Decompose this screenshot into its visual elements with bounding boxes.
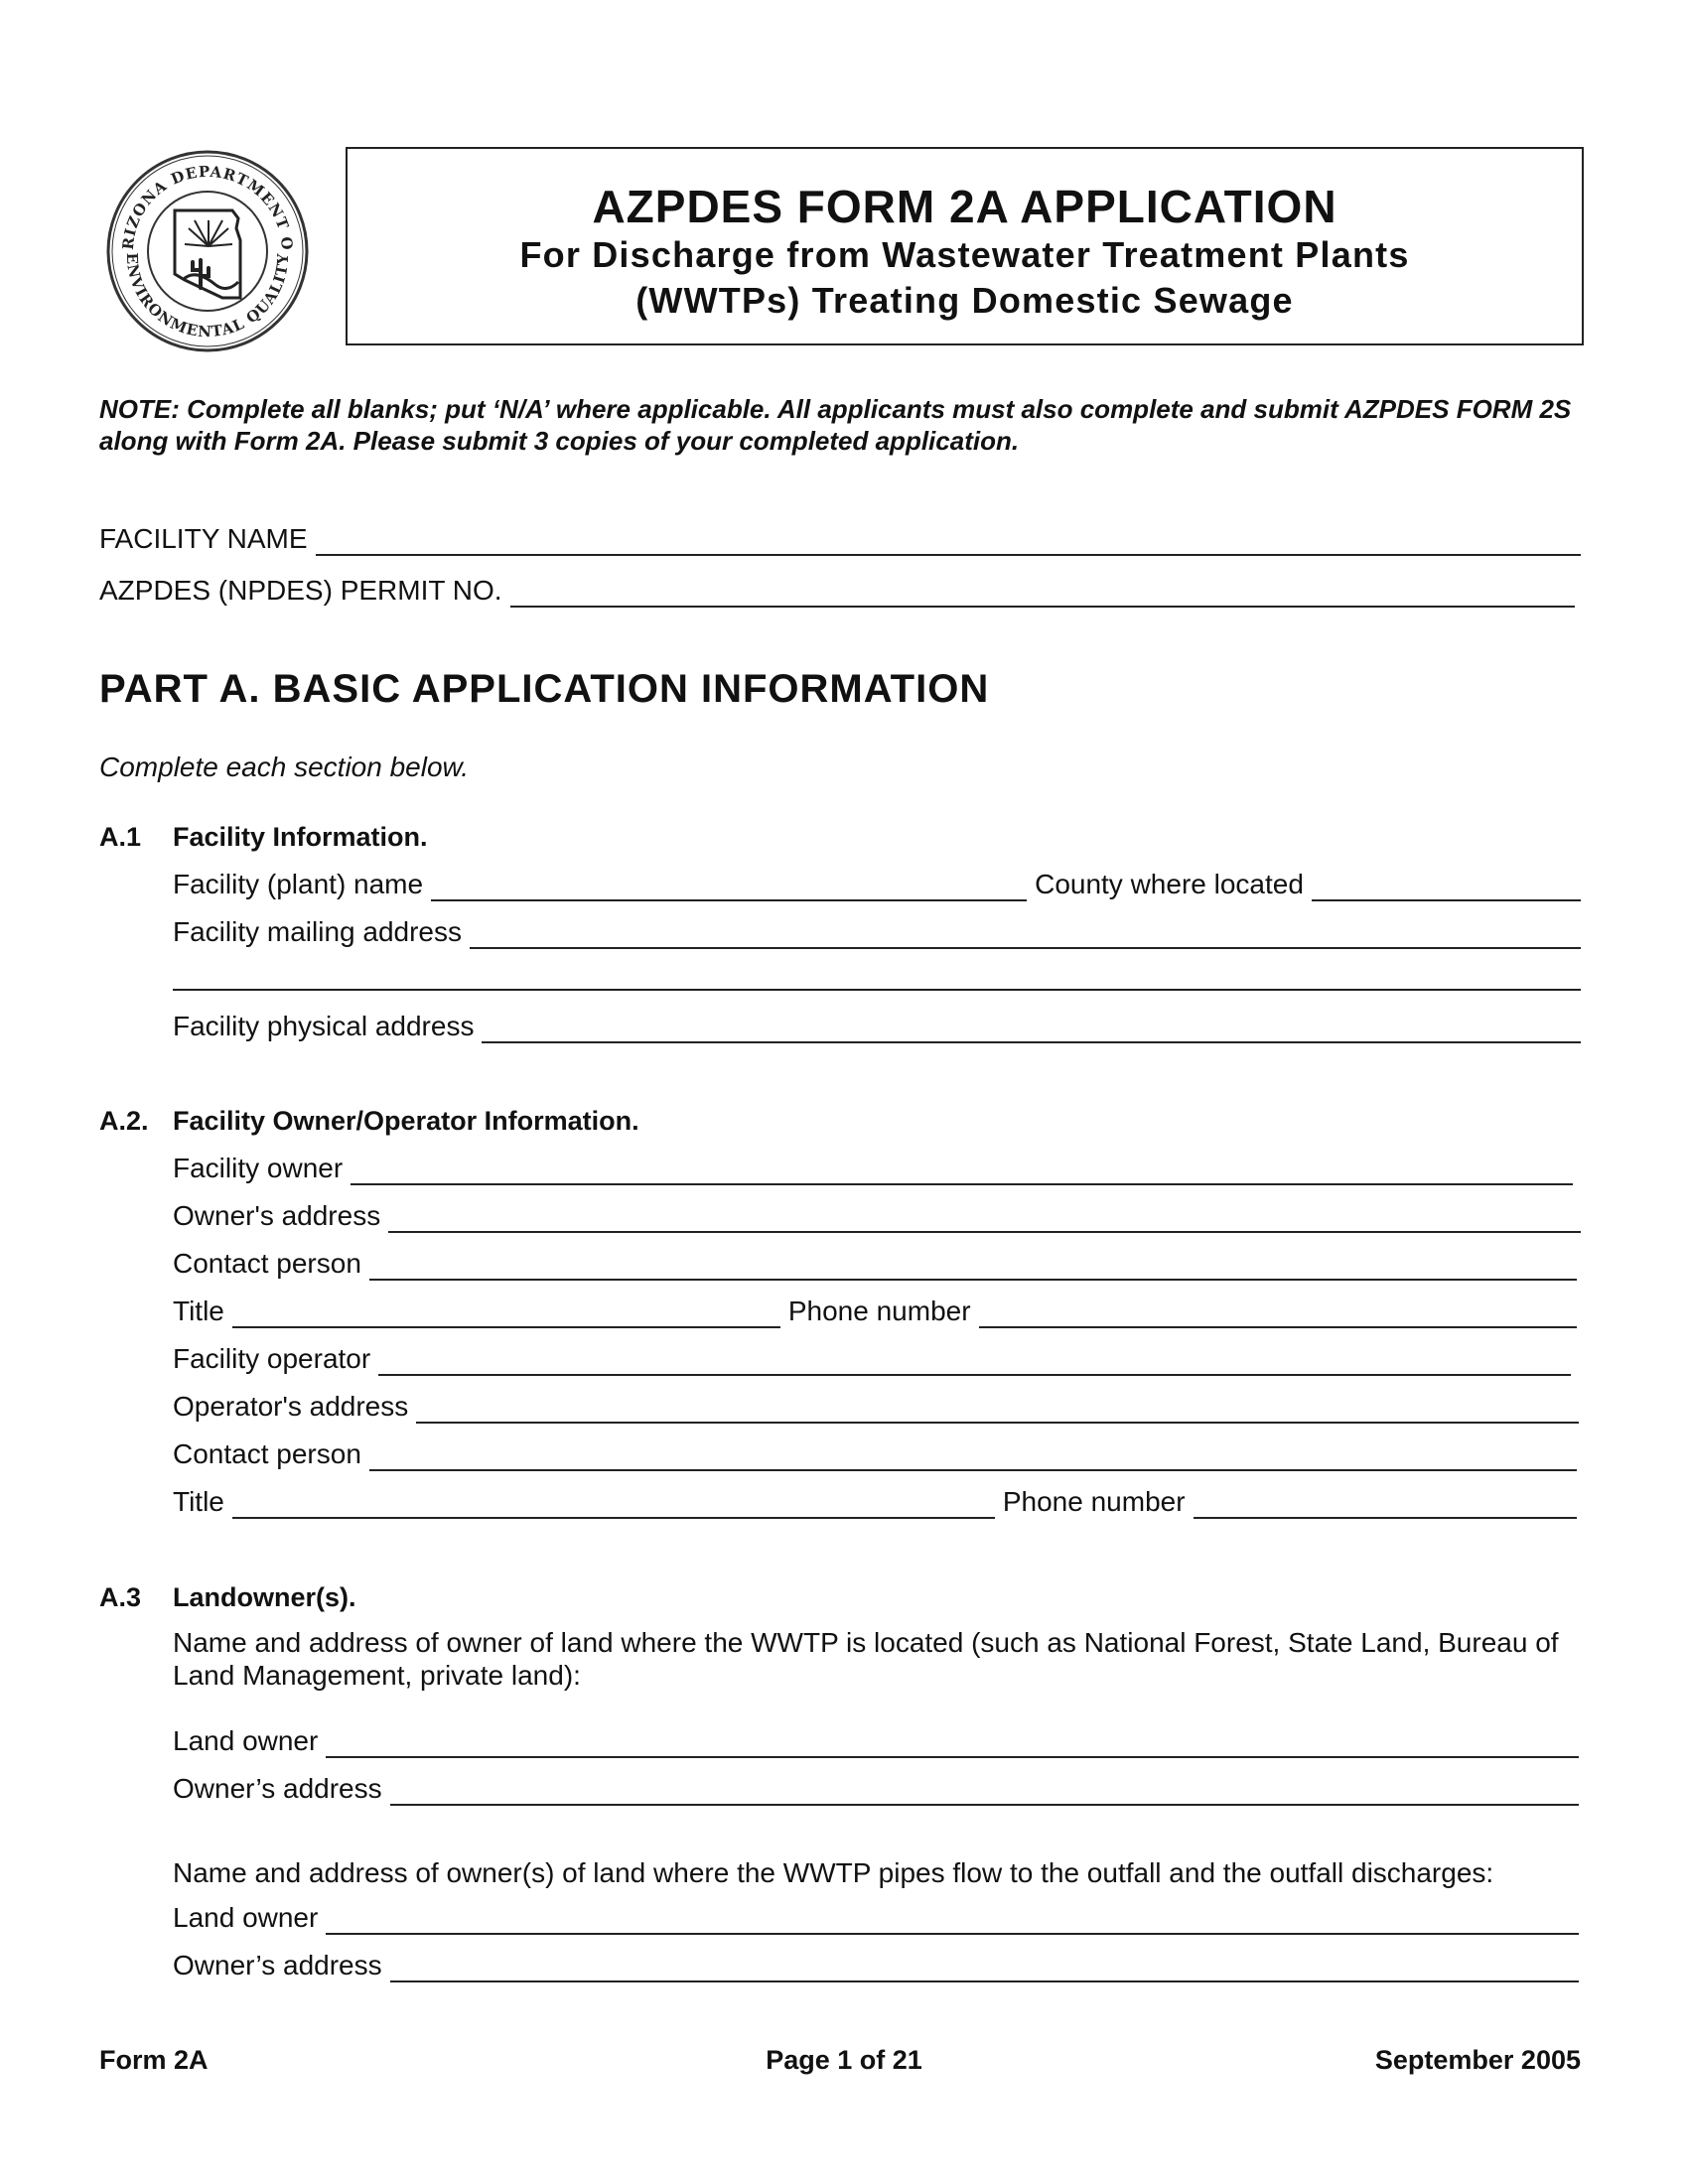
land-owner-address-label-2: Owner’s address: [173, 1950, 382, 1980]
land-owner-blank-1[interactable]: [326, 1728, 1579, 1758]
form-title-box: [346, 147, 1584, 345]
plant-name-blank[interactable]: [431, 872, 1027, 901]
land-owner-address-blank-1[interactable]: [390, 1776, 1579, 1806]
section-a1-number: A.1: [99, 822, 142, 852]
facility-name-blank[interactable]: [316, 526, 1581, 556]
instructions-note: NOTE: Complete all blanks; put ‘N/A’ where applicable. All applicants must also complete and submit AZPDES FORM 2S along with Form 2A. Please submit 3 copies of your completed application.: [99, 394, 1572, 456]
section-a1-title: Facility Information.: [173, 822, 428, 852]
facility-operator-label: Facility operator: [173, 1343, 371, 1374]
owner-title-blank[interactable]: [232, 1298, 780, 1328]
section-a2-number: A.2.: [99, 1106, 149, 1136]
footer-page-number: Page 1 of 21: [766, 2045, 922, 2075]
facility-mailing-address-row: [173, 915, 1581, 949]
physical-address-blank[interactable]: [482, 1014, 1581, 1043]
mailing-address-blank[interactable]: [470, 919, 1581, 949]
land-owner-address-label-1: Owner’s address: [173, 1773, 382, 1804]
operator-contact-person-label: Contact person: [173, 1438, 361, 1469]
operator-address-label: Operator's address: [173, 1391, 409, 1422]
operator-address-blank[interactable]: [416, 1394, 1579, 1424]
owner-contact-person-row: [173, 1247, 1577, 1281]
land-owner-label-2: Land owner: [173, 1902, 319, 1933]
owner-title-label: Title: [173, 1296, 224, 1326]
facility-owner-label: Facility owner: [173, 1153, 344, 1183]
adeq-seal-logo: [105, 149, 310, 353]
landowner-instruction-1: Name and address of owner of land where the WWTP is located (such as National Forest, State Land, Bureau of Land Management, private land):: [173, 1627, 1559, 1691]
physical-address-label: Facility physical address: [173, 1011, 475, 1041]
svg-text:ENVIRONMENTAL QUALITY: [123, 252, 292, 341]
section-a3-title: Landowner(s).: [173, 1582, 356, 1612]
operator-title-label: Title: [173, 1486, 224, 1517]
facility-physical-address-row: [173, 1010, 1581, 1043]
part-a-heading: PART A. BASIC APPLICATION INFORMATION: [99, 667, 990, 711]
part-a-instruction: Complete each section below.: [99, 751, 469, 782]
facility-name-field: [99, 522, 1581, 556]
owner-contact-person-label: Contact person: [173, 1248, 361, 1279]
seal-text-top: RIZONA DEPARTMENT O: [118, 162, 297, 252]
form-subtitle-line1: For Discharge from Wastewater Treatment Plants: [519, 234, 1410, 275]
county-label: County where located: [1035, 869, 1304, 899]
facility-owner-blank[interactable]: [351, 1156, 1573, 1185]
form-subtitle-line2: (WWTPs) Treating Domestic Sewage: [635, 280, 1294, 321]
owner-phone-blank[interactable]: [979, 1298, 1577, 1328]
operator-contact-person-blank[interactable]: [369, 1441, 1577, 1471]
land-owner-address-blank-2[interactable]: [390, 1953, 1579, 1982]
mailing-address-blank-2[interactable]: [173, 989, 1581, 991]
owner-address-blank[interactable]: [388, 1203, 1581, 1233]
permit-no-blank[interactable]: [510, 578, 1575, 608]
operator-title-blank[interactable]: [232, 1489, 995, 1519]
land-owner-address-row-2: [173, 1949, 1579, 1982]
owner-contact-person-blank[interactable]: [369, 1251, 1577, 1281]
facility-name-label: FACILITY NAME: [99, 523, 308, 554]
landowner-instruction-2: Name and address of owner(s) of land where the WWTP pipes flow to the outfall and the outfall discharges:: [173, 1857, 1494, 1888]
mailing-address-label: Facility mailing address: [173, 916, 462, 947]
land-owner-address-row-1: [173, 1772, 1579, 1806]
owner-address-row: [173, 1199, 1581, 1233]
section-a3-number: A.3: [99, 1582, 142, 1612]
operator-contact-person-row: [173, 1437, 1577, 1471]
seal-text-bottom: ENVIRONMENTAL QUALITY: [122, 252, 293, 341]
svg-text:ARIZONA DEPARTMENT OF: [105, 149, 296, 251]
land-owner-label-1: Land owner: [173, 1725, 319, 1756]
operator-phone-label: Phone number: [1002, 1486, 1186, 1517]
land-owner-blank-2[interactable]: [326, 1905, 1579, 1935]
county-blank[interactable]: [1312, 872, 1581, 901]
owner-phone-label: Phone number: [787, 1296, 971, 1326]
operator-phone-blank[interactable]: [1194, 1489, 1577, 1519]
permit-no-field: [99, 574, 1575, 608]
footer-date: September 2005: [1374, 2045, 1581, 2075]
form-title: AZPDES FORM 2A APPLICATION: [592, 181, 1337, 232]
land-owner-row-1: [173, 1724, 1579, 1758]
plant-name-label: Facility (plant) name: [173, 869, 424, 899]
operator-title-phone-row: [173, 1485, 1577, 1519]
facility-operator-blank[interactable]: [378, 1346, 1571, 1376]
owner-title-phone-row: [173, 1295, 1577, 1328]
owner-address-label: Owner's address: [173, 1200, 381, 1231]
permit-no-label: AZPDES (NPDES) PERMIT NO.: [99, 575, 502, 606]
facility-owner-row: [173, 1152, 1573, 1185]
land-owner-row-2: [173, 1901, 1579, 1935]
operator-address-row: [173, 1390, 1579, 1424]
facility-operator-row: [173, 1342, 1571, 1376]
section-a2-title: Facility Owner/Operator Information.: [173, 1106, 639, 1136]
facility-plant-name-row: [173, 868, 1581, 901]
footer-form-id: Form 2A: [99, 2045, 209, 2075]
